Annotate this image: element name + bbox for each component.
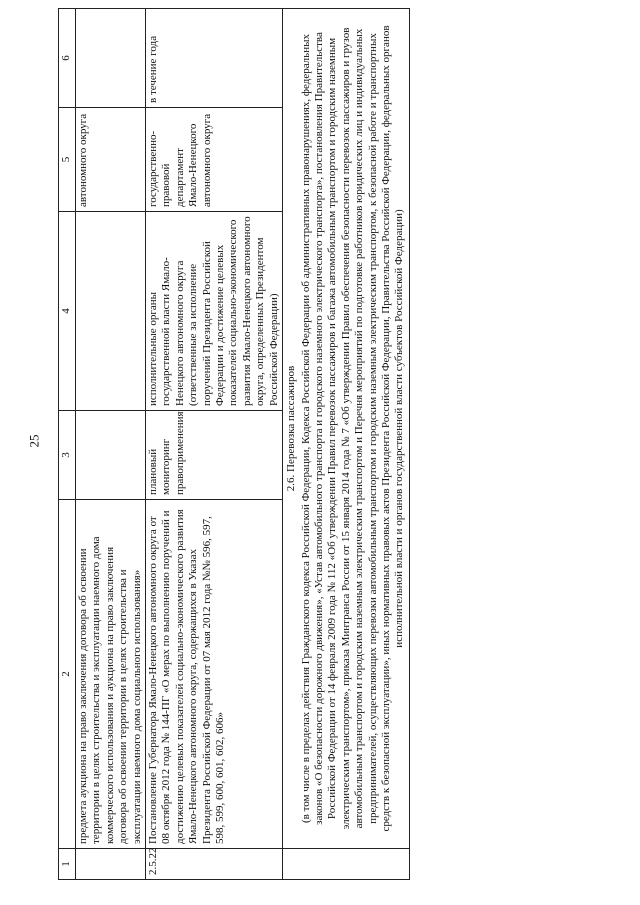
- row-responsible: государственно-правовой департамент Ямало-Ненецкого автономного округа: [146, 108, 283, 212]
- row-deadline: [76, 9, 146, 108]
- header-col-4: 4: [59, 212, 76, 411]
- row-executor: исполнительные органы государственной власти Ямало-Ненецкого автономного округа (ответственные за исполнение поручений Президента Российской Федерации и достижение целевых показателей социально-экономического развития Ямало-Ненецкого автономного округа, определенных Президентом Российской Федерации): [146, 212, 283, 411]
- row-number: 2.5.22: [146, 849, 283, 880]
- plan-table: [58, 8, 410, 880]
- section-row: [283, 9, 410, 880]
- row-executor: [76, 212, 146, 411]
- section-body: (в том числе в пределах действия Гражданского кодекса Российской Федерации, Кодекса Российской Федерации об административных правонарушениях, федеральных законов «О безопасности дорожного движения», «Устав автомобильного транспорта и городского наземного электрического транспорта», постановления Правительства Российской Федерации от 14 февраля 2009 года № 112 «Об утверждении Правил перевозок пассажиров и багажа автомобильным транспортом и городским наземным электрическим транспортом», приказа Минтранса России от 15 января 2014 года № 7 «Об утверждении Правил обеспечения безопасности перевозок пассажиров и грузов автомобильным транспортом и городским наземным электрическим транспортом и Перечня мероприятий по подготовке работников юридических лиц и индивидуальных предпринимателей, осуществляющих перевозки автомобильным транспортом и городским наземным электрическим транспортом, к безопасной работе и транспортных средств к безопасной эксплуатации», иных нормативных правовых актов Президента Российской Федерации, Правительства Российской Федерации, федеральных органов исполнительной власти и органов государственной власти субъектов Российской Федерации): [299, 25, 406, 832]
- row-type: [76, 411, 146, 500]
- row-type: плановый мониторинг правоприменения: [146, 411, 283, 500]
- section-title: 2.6. Перевозка пассажиров: [285, 365, 298, 492]
- table-row: [146, 9, 283, 880]
- header-col-6: 6: [59, 9, 76, 108]
- row-measure: предмета аукциона на право заключения договора об освоении территории в целях строительства и эксплуатации наемного дома коммерческого использования и аукциона на право заключения договора об освоении территории в целях строительства и эксплуатации наемного дома социального использования»: [76, 500, 146, 849]
- header-col-3: 3: [59, 411, 76, 500]
- table-row: [76, 9, 146, 880]
- rotated-table-sheet: [58, 23, 590, 880]
- row-measure: Постановление Губернатора Ямало-Ненецкого автономного округа от 08 октября 2012 года № 144-ПГ «О мерах по выполнению поручений и достижению целевых показателей социально-экономического развития Ямало-Ненецкого автономного округа, содержащихся в Указах Президента Российской Федерации от 07 мая 2012 года №№ 596, 597, 598, 599, 600, 601, 602, 606»: [146, 500, 283, 849]
- section-cell: [283, 9, 410, 849]
- row-deadline: в течение года: [146, 9, 283, 108]
- row-responsible: автономного округа: [76, 108, 146, 212]
- header-row: [59, 9, 76, 880]
- header-col-2: 2: [59, 500, 76, 849]
- section-spacer: [283, 849, 410, 880]
- header-col-5: 5: [59, 108, 76, 212]
- row-number: [76, 849, 146, 880]
- header-col-1: 1: [59, 849, 76, 880]
- page-number: 25: [26, 434, 42, 448]
